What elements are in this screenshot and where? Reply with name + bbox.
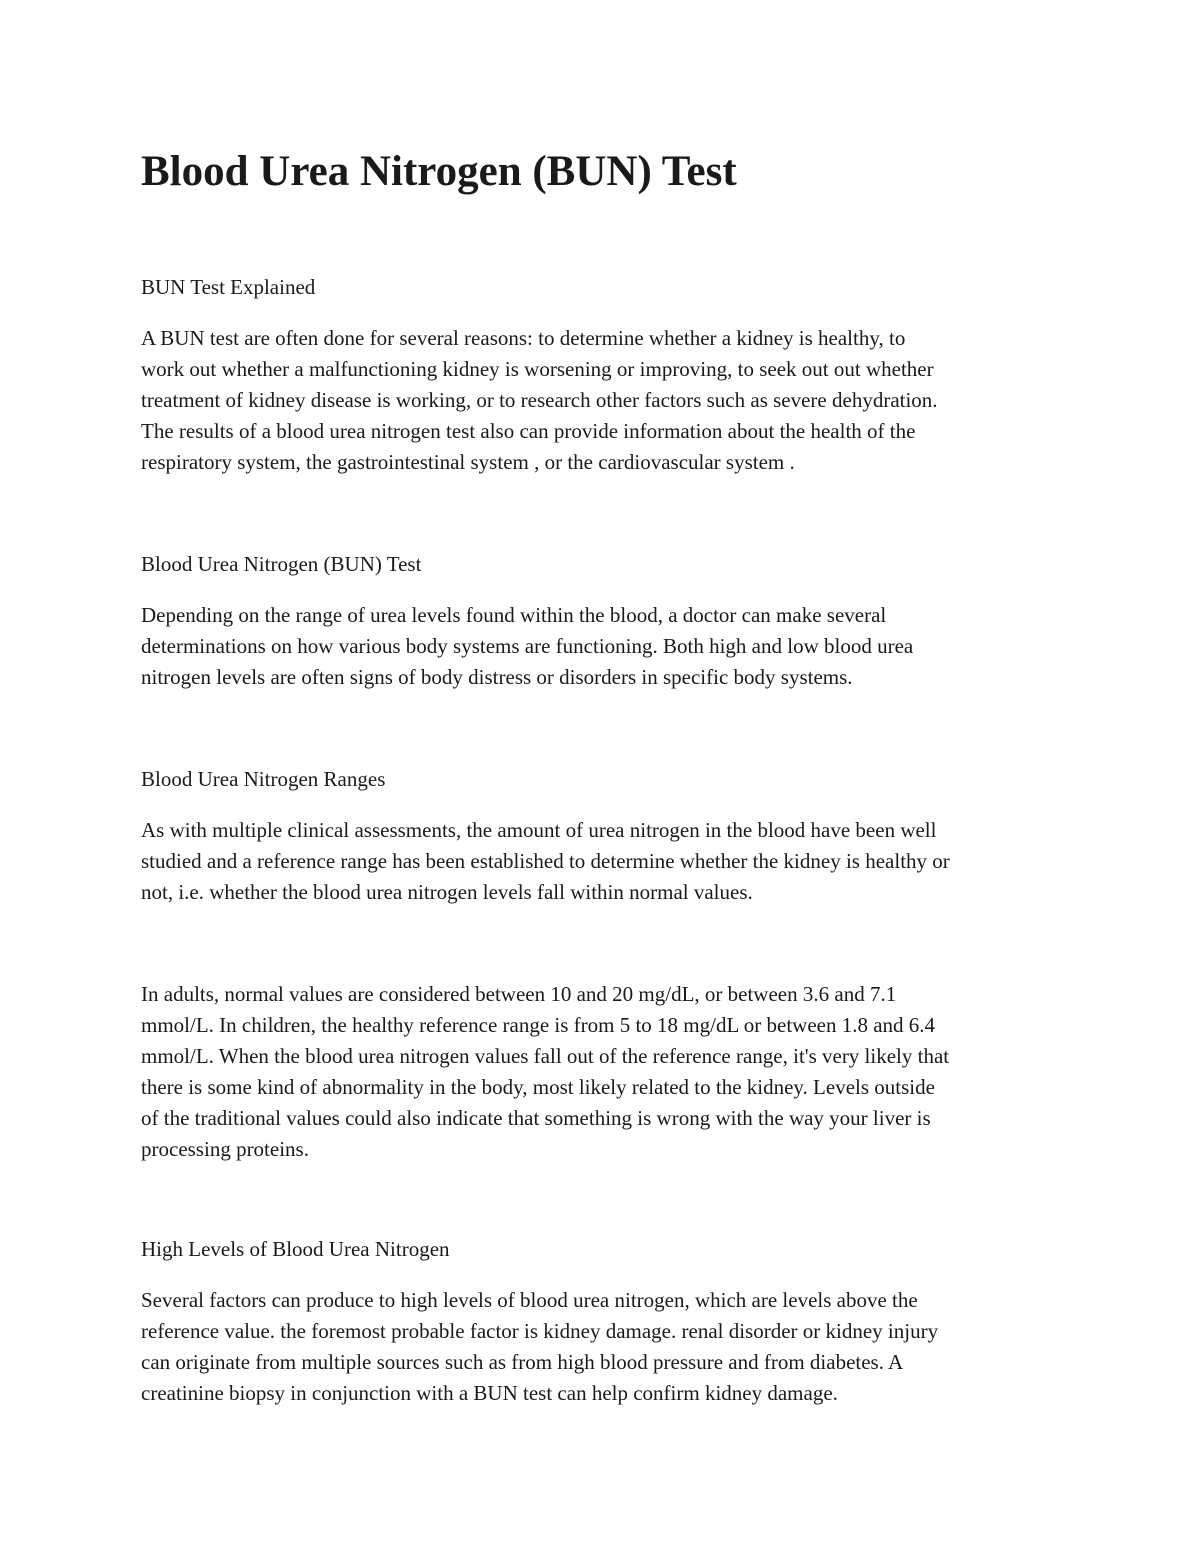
text-line: Several factors can produce to high levels of blood urea nitrogen, which are levels above the: [141, 1288, 918, 1312]
paragraph-high-levels: [141, 1285, 1071, 1409]
section-heading-bun-ranges: Blood Urea Nitrogen Ranges: [141, 767, 386, 791]
text-line: not, i.e. whether the blood urea nitrogen levels fall within normal values.: [141, 880, 753, 904]
text-line: nitrogen levels are often signs of body distress or disorders in specific body systems.: [141, 665, 853, 689]
paragraph-bun-ranges: [141, 815, 1071, 908]
section-heading-bun-test: Blood Urea Nitrogen (BUN) Test: [141, 552, 422, 576]
section-heading-bun-test-explained: BUN Test Explained: [141, 275, 316, 299]
text-line: creatinine biopsy in conjunction with a BUN test can help confirm kidney damage.: [141, 1381, 838, 1405]
paragraph-normal-values: [141, 979, 1071, 1165]
text-line: work out whether a malfunctioning kidney is worsening or improving, to seek out out whether: [141, 357, 934, 381]
text-line: mmol/L. In children, the healthy reference range is from 5 to 18 mg/dL or between 1.8 and 6.4: [141, 1013, 936, 1037]
text-line: Depending on the range of urea levels found within the blood, a doctor can make several: [141, 603, 887, 627]
text-line: of the traditional values could also indicate that something is wrong with the way your liver is: [141, 1106, 931, 1130]
text-line: determinations on how various body systems are functioning. Both high and low blood urea: [141, 634, 914, 658]
text-line: As with multiple clinical assessments, the amount of urea nitrogen in the blood have been well: [141, 818, 937, 842]
document-title: Blood Urea Nitrogen (BUN) Test: [141, 148, 737, 195]
text-line: mmol/L. When the blood urea nitrogen values fall out of the reference range, it's very likely that: [141, 1044, 950, 1068]
text-line: The results of a blood urea nitrogen test also can provide information about the health of the: [141, 419, 916, 443]
text-line: respiratory system, the gastrointestinal system , or the cardiovascular system .: [141, 450, 795, 474]
text-line: studied and a reference range has been established to determine whether the kidney is healthy or: [141, 849, 950, 873]
paragraph-bun-test: [141, 600, 1071, 693]
paragraph-bun-test-explained: [141, 323, 1071, 478]
text-line: In adults, normal values are considered between 10 and 20 mg/dL, or between 3.6 and 7.1: [141, 982, 897, 1006]
text-line: A BUN test are often done for several reasons: to determine whether a kidney is healthy, to: [141, 326, 906, 350]
text-line: reference value. the foremost probable factor is kidney damage. renal disorder or kidney injury: [141, 1319, 939, 1343]
section-heading-high-levels: High Levels of Blood Urea Nitrogen: [141, 1237, 450, 1261]
text-line: there is some kind of abnormality in the body, most likely related to the kidney. Levels outside: [141, 1075, 935, 1099]
text-line: can originate from multiple sources such as from high blood pressure and from diabetes. A: [141, 1350, 904, 1374]
text-line: treatment of kidney disease is working, or to research other factors such as severe dehydration.: [141, 388, 938, 412]
text-line: processing proteins.: [141, 1137, 309, 1161]
